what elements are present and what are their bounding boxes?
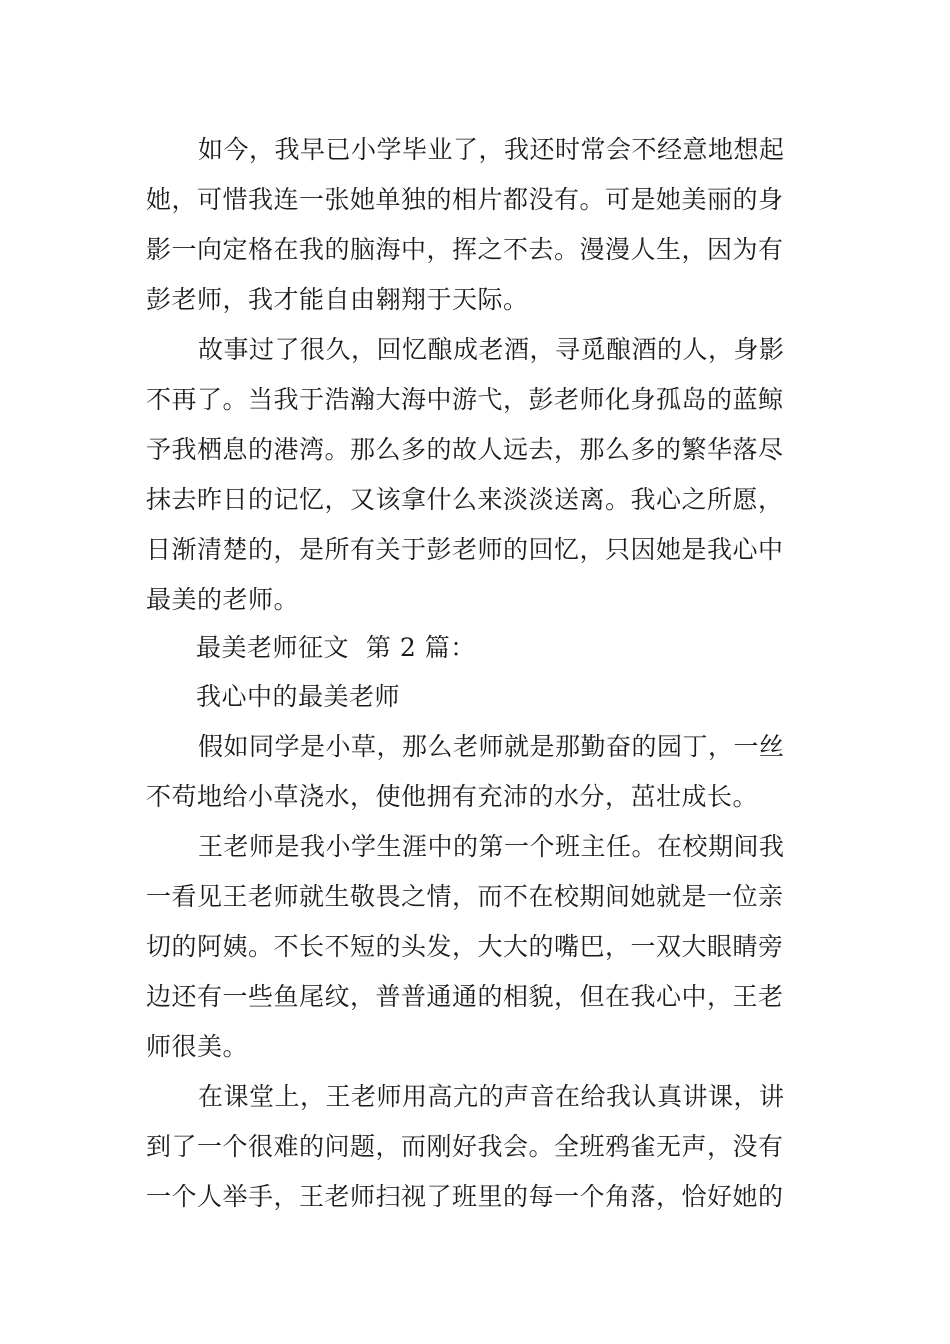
paragraph-2-line-5: 日渐清楚的，是所有关于彭老师的回忆，只因她是我心中 xyxy=(146,535,784,564)
essay-title: 我心中的最美老师 xyxy=(196,682,401,711)
paragraph-2-line-2: 不再了。当我于浩瀚大海中游弋，彭老师化身孤岛的蓝鲸 xyxy=(146,385,784,414)
paragraph-5-line-2: 到了一个很难的问题，而刚好我会。全班鸦雀无声，没有 xyxy=(146,1132,784,1161)
paragraph-4-line-3: 切的阿姨。不长不短的头发，大大的嘴巴，一双大眼睛旁 xyxy=(146,932,784,961)
paragraph-1-line-1: 如今，我早已小学毕业了，我还时常会不经意地想起 xyxy=(198,135,785,164)
paragraph-3-line-2: 不苟地给小草浇水，使他拥有充沛的水分，茁壮成长。 xyxy=(146,782,759,811)
paragraph-5-line-1: 在课堂上，王老师用高亢的声音在给我认真讲课，讲 xyxy=(198,1082,785,1111)
paragraph-2-line-1: 故事过了很久，回忆酿成老酒，寻觅酿酒的人，身影 xyxy=(198,335,785,364)
paragraph-2-line-6: 最美的老师。 xyxy=(146,585,300,614)
section-heading: 最美老师征文 第 2 篇： xyxy=(196,633,476,662)
paragraph-2-line-3: 予我栖息的港湾。那么多的故人远去，那么多的繁华落尽 xyxy=(146,435,784,464)
paragraph-3-line-1: 假如同学是小草，那么老师就是那勤奋的园丁，一丝 xyxy=(198,732,785,761)
paragraph-4-line-5: 师很美。 xyxy=(146,1032,249,1061)
paragraph-4-line-1: 王老师是我小学生涯中的第一个班主任。在校期间我 xyxy=(198,832,785,861)
paragraph-5-line-3: 一个人举手，王老师扫视了班里的每一个角落，恰好她的 xyxy=(146,1182,784,1211)
paragraph-1-line-4: 彭老师，我才能自由翱翔于天际。 xyxy=(146,285,529,314)
paragraph-2-line-4: 抹去昨日的记忆，又该拿什么来淡淡送离。我心之所愿， xyxy=(146,485,784,514)
paragraph-1-line-2: 她，可惜我连一张她单独的相片都没有。可是她美丽的身 xyxy=(146,185,784,214)
paragraph-4-line-4: 边还有一些鱼尾纹，普普通通的相貌，但在我心中，王老 xyxy=(146,982,784,1011)
paragraph-1-line-3: 影一向定格在我的脑海中，挥之不去。漫漫人生，因为有 xyxy=(146,235,784,264)
paragraph-4-line-2: 一看见王老师就生敬畏之情，而不在校期间她就是一位亲 xyxy=(146,882,784,911)
